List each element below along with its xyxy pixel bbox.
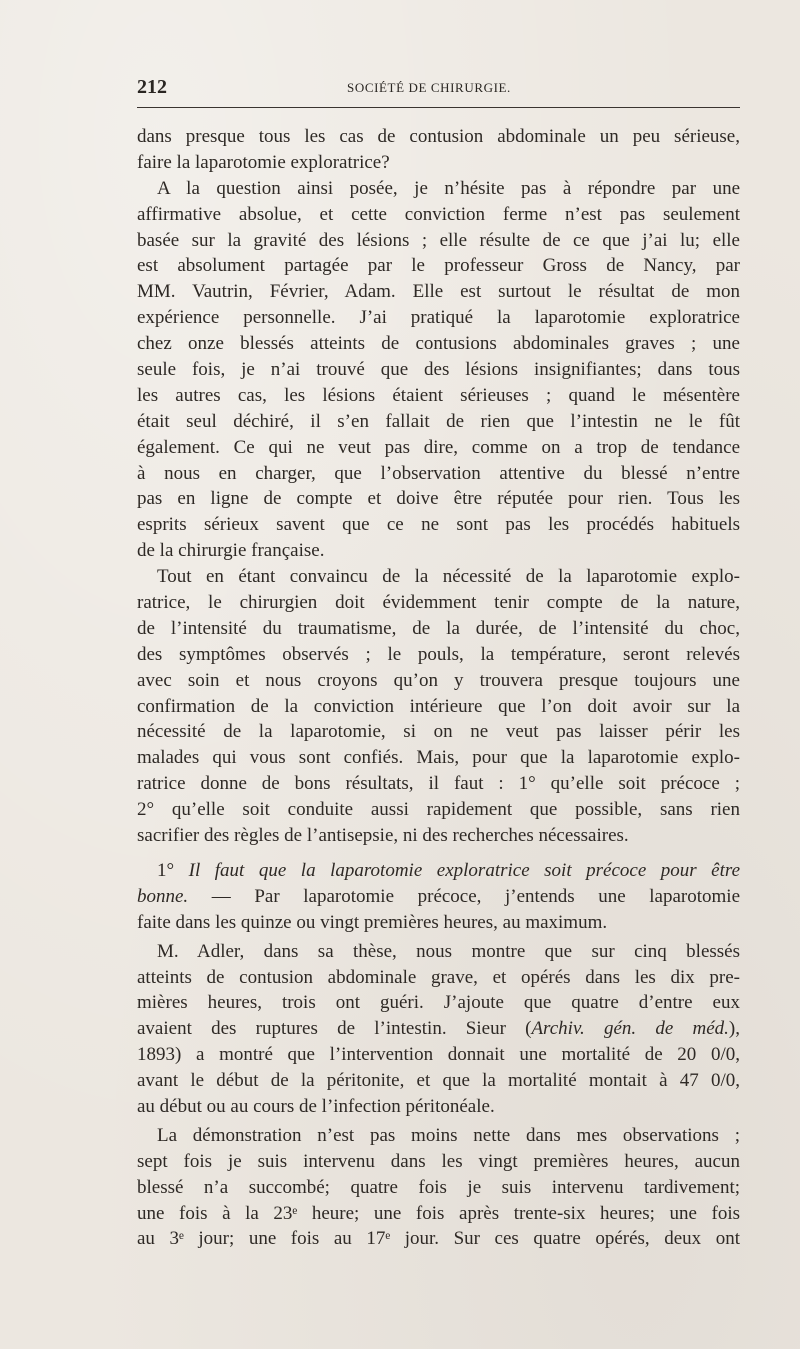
page-number: 212: [137, 76, 167, 98]
text-line: sept fois je suis intervenu dans les vingt premières heures, aucun: [137, 1150, 740, 1172]
paragraph-1: [137, 124, 740, 176]
text-line: A la question ainsi posée, je n’hésite pas à répondre par une: [157, 177, 740, 199]
text-line: sacrifier des règles de l’antisepsie, ni des recherches nécessaires.: [137, 825, 629, 847]
text-line: à nous en charger, que l’observation attentive du blessé n’entre: [137, 462, 740, 484]
body-text: [137, 124, 740, 1252]
text-line: au début ou au cours de l’infection péritonéale.: [137, 1095, 495, 1117]
text-line: dans presque tous les cas de contusion abdominale un peu sérieuse,: [137, 126, 740, 147]
page-header: [137, 72, 740, 102]
text-line: pas en ligne de compte et doive être réputée pour rien. Tous les: [137, 488, 740, 510]
text-line: faite dans les quinze ou vingt premières heures, au maximum.: [137, 911, 608, 933]
paragraph-5: [137, 939, 740, 1120]
heading-number: 1°: [157, 859, 175, 881]
text-line: également. Ce qui ne veut pas dire, comme on a trop de tendance: [137, 436, 740, 458]
section-heading-line: [137, 858, 740, 884]
paragraph-4: [137, 858, 740, 936]
text-line: avec soin et nous croyons qu’on y trouvera presque toujours une: [137, 669, 740, 691]
paragraph-3: [137, 564, 740, 849]
paragraph-gap: [137, 849, 740, 858]
text-line: 1893) a montré que l’intervention donnait une mortalité de 20 0/0,: [137, 1044, 740, 1066]
text-line: était seul déchiré, il s’en fallait de rien que l’intestin ne le fût: [137, 410, 740, 432]
text-line: est absolument partagée par le professeur Gross de Nancy, par: [137, 255, 740, 277]
text-line: esprits sérieux savent que ce ne sont pas les procédés habituels: [137, 514, 740, 536]
text-line: M. Adler, dans sa thèse, nous montre que sur cinq blessés: [157, 940, 740, 962]
text-line: les autres cas, les lésions étaient sérieuses ; quand le mésentère: [137, 384, 740, 406]
text-line: seule fois, je n’ai trouvé que des lésions insignifiantes; dans tous: [137, 359, 740, 381]
text-line: de l’intensité du traumatisme, de la durée, de l’intensité du choc,: [137, 617, 740, 639]
text-line: confirmation de la conviction intérieure que l’on doit avoir sur la: [137, 695, 740, 717]
heading-rest: — Par laparotomie précoce, j’entends une laparotomie: [211, 885, 741, 907]
text-line: 2° qu’elle soit conduite aussi rapidement que possible, sans rien: [137, 799, 740, 821]
text-line: Tout en étant convaincu de la nécessité de la laparotomie explo-: [157, 566, 740, 588]
running-title: SOCIÉTÉ DE CHIRURGIE.: [347, 80, 511, 95]
text-line: nécessité de la laparotomie, si on ne veut pas laisser périr les: [137, 721, 740, 743]
text-segment: ),: [728, 1018, 740, 1040]
text-line: affirmative absolue, et cette conviction ferme n’est pas seulement: [137, 203, 740, 225]
heading-italic: Il faut que la laparotomie exploratrice soit précoce pour être: [188, 859, 741, 881]
text-line: ratrice, le chirurgien doit évidemment tenir compte de la nature,: [137, 592, 740, 614]
header-rule: [137, 107, 740, 108]
citation: Archiv. gén. de méd.: [531, 1018, 729, 1040]
text-line: des symptômes observés ; le pouls, la température, seront relevés: [137, 643, 740, 665]
text-line: atteints de contusion abdominale grave, et opérés dans les dix pre-: [137, 966, 740, 988]
text-line: blessé n’a succombé; quatre fois je suis intervenu tardivement;: [137, 1176, 740, 1198]
text-line: mières heures, trois ont guéri. J’ajoute que quatre d’entre eux: [137, 992, 740, 1014]
text-line: avant le début de la péritonite, et que la mortalité montait à 47 0/0,: [137, 1070, 740, 1092]
text-line: faire la laparotomie exploratrice?: [137, 151, 390, 173]
text-line: [137, 884, 740, 910]
paragraph-6: [137, 1123, 740, 1252]
heading-italic-end: bonne.: [137, 885, 189, 907]
text-line: expérience personnelle. J’ai pratiqué la laparotomie exploratrice: [137, 307, 740, 329]
text-line: basée sur la gravité des lésions ; elle résulte de ce que j’ai lu; elle: [137, 229, 740, 251]
text-line: de la chirurgie française.: [137, 540, 325, 562]
text-line: MM. Vautrin, Février, Adam. Elle est surtout le résultat de mon: [137, 281, 740, 303]
paragraph-2: [137, 176, 740, 564]
text-line: [137, 1016, 740, 1042]
text-line: au 3ᵉ jour; une fois au 17ᵉ jour. Sur ces quatre opérés, deux ont: [137, 1228, 740, 1250]
text-line: malades qui vous sont confiés. Mais, pour que la laparotomie explo-: [137, 747, 740, 769]
text-line: chez onze blessés atteints de contusions abdominales graves ; une: [137, 333, 740, 355]
text-line: ratrice donne de bons résultats, il faut : 1° qu’elle soit précoce ;: [137, 773, 740, 795]
text-line: une fois à la 23ᵉ heure; une fois après trente-six heures; une fois: [137, 1202, 740, 1224]
text-line: La démonstration n’est pas moins nette dans mes observations ;: [157, 1124, 740, 1146]
text-segment: avaient des ruptures de l’intestin. Sieur (: [137, 1018, 532, 1040]
